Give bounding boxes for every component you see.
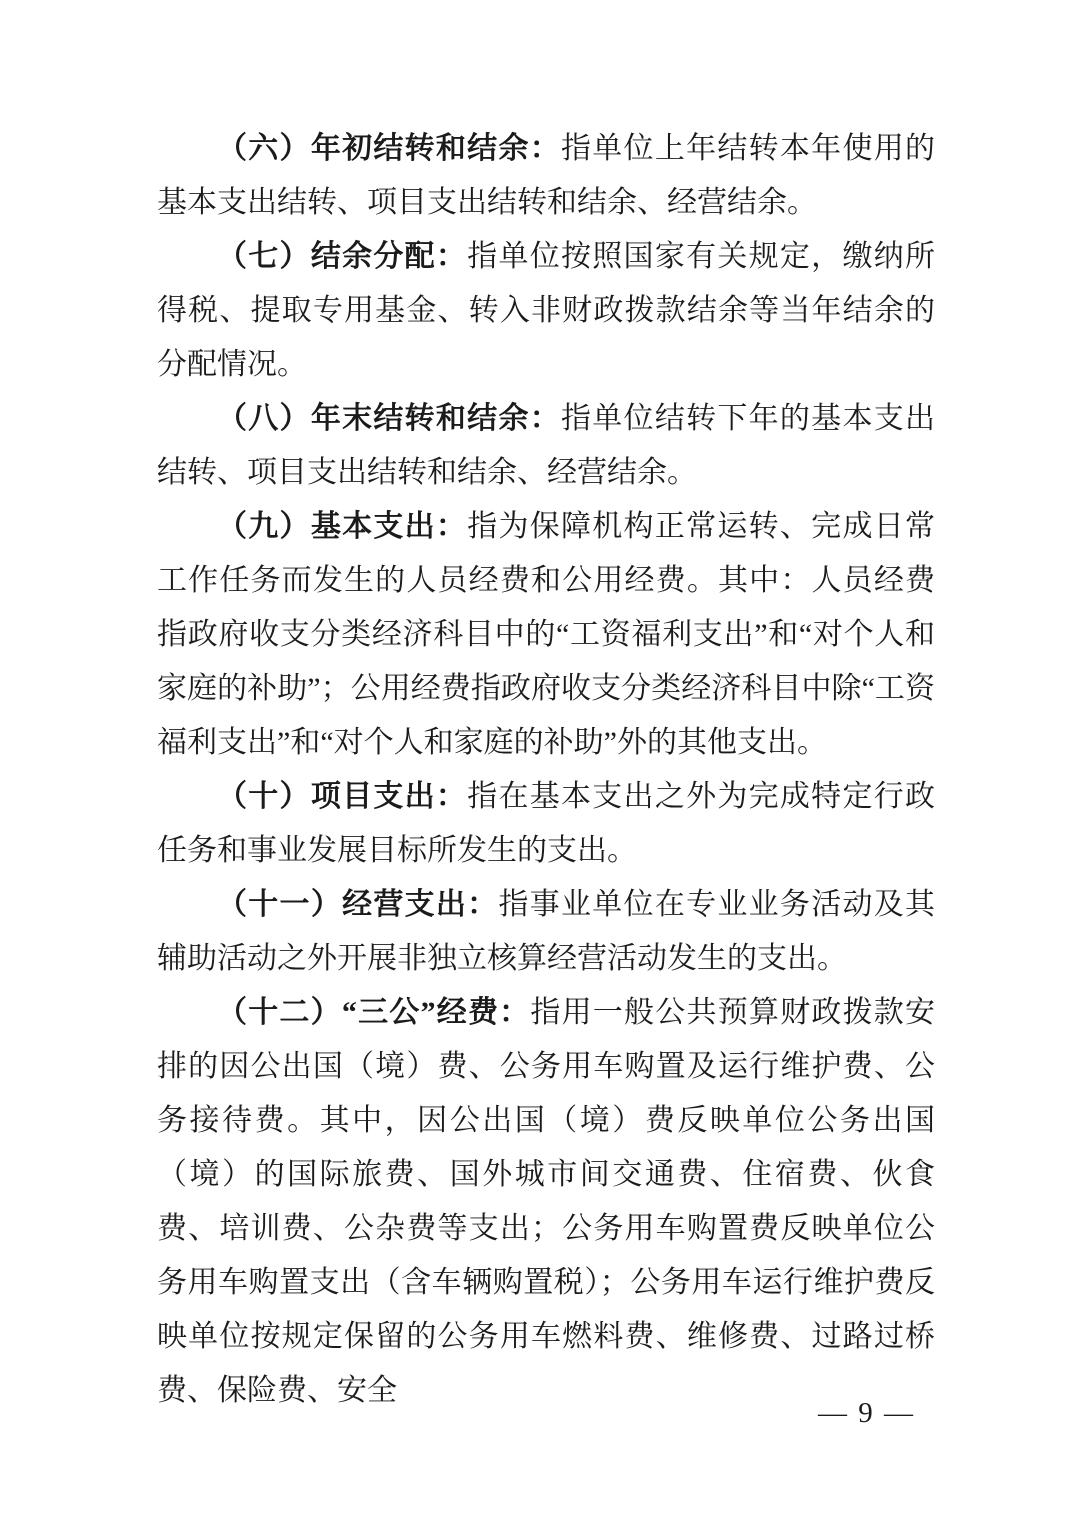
paragraph-item-7 xyxy=(157,230,935,392)
term-label: （八）年末结转和结余： xyxy=(217,402,561,435)
document-text-block xyxy=(157,122,935,1418)
paragraph-text: 指在基本支出之外为完成特定行政任务和事业发展目标所发生的支出。 xyxy=(157,780,936,867)
paragraph-item-10 xyxy=(157,770,935,878)
paragraph-item-9 xyxy=(157,500,935,770)
paragraph-item-12 xyxy=(157,986,935,1418)
paragraph-item-6 xyxy=(157,122,935,230)
paragraph-text: 指单位按照国家有关规定，缴纳所得税、提取专用基金、转入非财政拨款结余等当年结余的分配情况。 xyxy=(157,240,936,381)
paragraph-text: 指为保障机构正常运转、完成日常工作任务而发生的人员经费和公用经费。其中：人员经费指政府收支分类经济科目中的“工资福利支出”和“对个人和家庭的补助”；公用经费指政府收支分类经济科目中除“工资福利支出”和“对个人和家庭的补助”外的其他支出。 xyxy=(157,510,936,759)
term-label: （十）项目支出： xyxy=(217,780,468,813)
paragraph-text: 指事业单位在专业业务活动及其辅助活动之外开展非独立核算经营活动发生的支出。 xyxy=(157,888,936,975)
paragraph-item-11 xyxy=(157,878,935,986)
paragraph-text: 指用一般公共预算财政拨款安排的因公出国（境）费、公务用车购置及运行维护费、公务接待费。其中，因公出国（境）费反映单位公务出国（境）的国际旅费、国外城市间交通费、住宿费、伙食费、培训费、公杂费等支出；公务用车购置费反映单位公务用车购置支出（含车辆购置税）；公务用车运行维护费反映单位按规定保留的公务用车燃料费、维修费、过路过桥费、保险费、安全 xyxy=(157,996,936,1407)
term-label: （十一）经营支出： xyxy=(217,888,499,921)
paragraph-text: 指单位结转下年的基本支出结转、项目支出结转和结余、经营结余。 xyxy=(157,402,935,489)
term-label: （七）结余分配： xyxy=(217,240,468,273)
term-label: （十二）“三公”经费： xyxy=(217,996,531,1029)
paragraph-text: 指单位上年结转本年使用的基本支出结转、项目支出结转和结余、经营结余。 xyxy=(157,132,935,219)
term-label: （九）基本支出： xyxy=(217,510,468,543)
page-number: — 9 — xyxy=(818,1397,915,1429)
term-label: （六）年初结转和结余： xyxy=(217,132,561,165)
paragraph-item-8 xyxy=(157,392,935,500)
